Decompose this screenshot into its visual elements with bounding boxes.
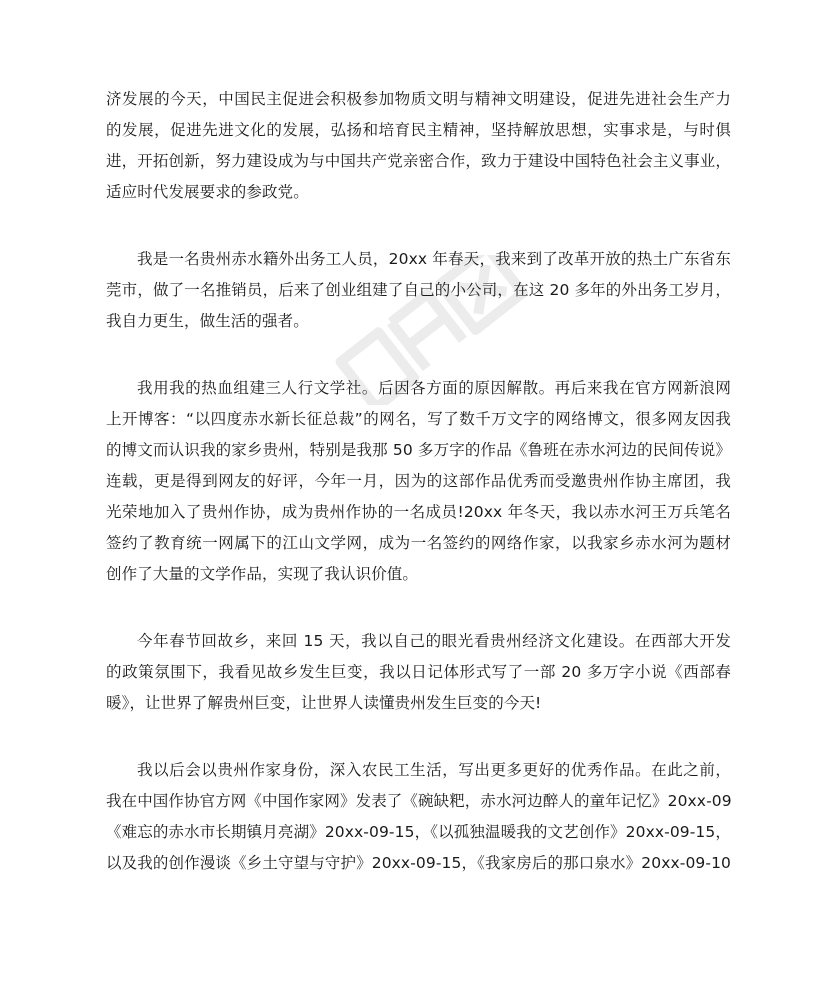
text-line: 我自力更生，做生活的强者。 bbox=[106, 312, 309, 330]
text-line: 我以后会以贵州作家身份，深入农民工生活，写出更多更好的优秀作品。在此之前， bbox=[137, 761, 731, 779]
paragraph-3 bbox=[106, 373, 731, 590]
text-line: 我是一名贵州赤水籍外出务工人员，20xx 年春天，我来到了改革开放的热土广东省东 bbox=[137, 250, 731, 268]
text-line: 的发展，促进先进文化的发展，弘扬和培育民主精神，坚持解放思想，实事求是，与时俱 bbox=[106, 121, 731, 139]
text-line: 进，开拓创新，努力建设成为与中国共产党亲密合作，致力于建设中国特色社会主义事业， bbox=[106, 152, 731, 170]
text-line: 光荣地加入了贵州作协，成为贵州作协的一名成员!20xx 年冬天，我以赤水河王万兵笔名 bbox=[106, 503, 731, 521]
text-line: 签约了教育统一网属下的江山文学网，成为一名签约的网络作家，以我家乡赤水河为题材 bbox=[106, 534, 731, 552]
text-line: 《难忘的赤水市长期镇月亮湖》20xx-09-15，《以孤独温暖我的文艺创作》20xx-09-15， bbox=[106, 823, 731, 841]
text-line: 以及我的创作漫谈《乡土守望与守护》20xx-09-15，《我家房后的那口泉水》20xx-09-10 bbox=[106, 854, 731, 872]
text-line: 上开博客：“以四度赤水新长征总裁”的网名，写了数千万文字的网络博文，很多网友因我 bbox=[106, 410, 731, 428]
text-line: 我用我的热血组建三人行文学社。后因各方面的原因解散。再后来我在官方网新浪网 bbox=[137, 379, 731, 397]
text-line: 适应时代发展要求的参政党。 bbox=[106, 183, 309, 201]
paragraph-5 bbox=[106, 755, 731, 879]
text-line: 今年春节回故乡，来回 15 天，我以自己的眼光看贵州经济文化建设。在西部大开发 bbox=[137, 632, 731, 650]
paragraph-4 bbox=[106, 626, 731, 719]
text-line: 莞市，做了一名推销员，后来了创业组建了自己的小公司，在这 20 多年的外出务工岁月， bbox=[106, 281, 731, 299]
text-line: 创作了大量的文学作品，实现了我认识价值。 bbox=[106, 565, 419, 583]
text-line: 济发展的今天，中国民主促进会积极参加物质文明与精神文明建设，促进先进社会生产力 bbox=[106, 90, 731, 108]
paragraph-1 bbox=[106, 84, 731, 208]
text-line: 的政策氛围下，我看见故乡发生巨变，我以日记体形式写了一部 20 多万字小说《西部春 bbox=[106, 663, 731, 681]
document-body bbox=[106, 84, 731, 915]
text-line: 暖》，让世界了解贵州巨变，让世界人读懂贵州发生巨变的今天! bbox=[106, 694, 542, 712]
text-line: 我在中国作协官方网《中国作家网》发表了《碗缺粑，赤水河边醉人的童年记忆》20xx-09 bbox=[106, 792, 732, 810]
text-line: 的博文而认识我的家乡贵州，特别是我那 50 多万字的作品《鲁班在赤水河边的民间传说》 bbox=[106, 441, 731, 459]
text-line: 连载，更是得到网友的好评，今年一月，因为的这部作品优秀而受邀贵州作协主席团，我 bbox=[106, 472, 731, 490]
paragraph-2 bbox=[106, 244, 731, 337]
